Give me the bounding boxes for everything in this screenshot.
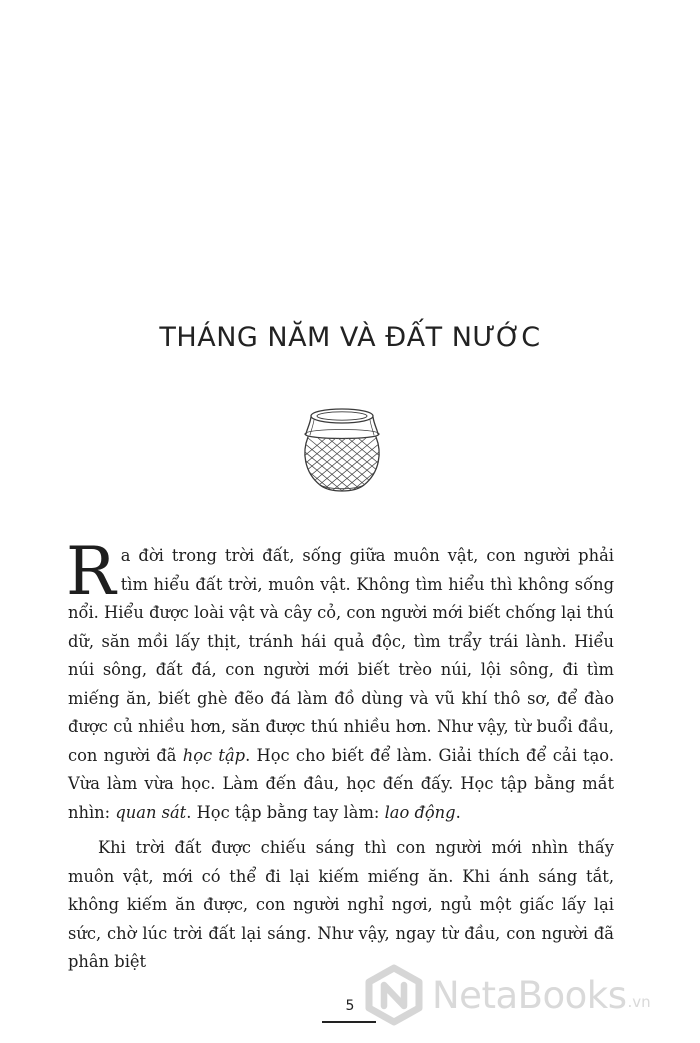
- emphasis-hoc-tap: học tập: [182, 745, 246, 765]
- netabooks-logo-icon: [362, 963, 426, 1027]
- watermark-tld: .vn: [627, 993, 651, 1011]
- chapter-title: THÁNG NĂM VÀ ĐẤT NƯỚC: [159, 322, 541, 353]
- emphasis-quan-sat: quan sát: [115, 802, 187, 822]
- woven-basket-pot-icon: [298, 404, 386, 496]
- watermark-brand: NetaBooks: [432, 973, 627, 1017]
- body-text: [66, 533, 615, 977]
- emphasis-lao-dong: lao động: [384, 802, 456, 822]
- page-number: 5: [345, 998, 355, 1014]
- paragraph-1-part-3: . Học tập bằng tay làm:: [186, 802, 385, 822]
- paragraph-1-part-1: a đời trong trời đất, sống giữa muôn vật, con người phải tìm hiểu đất trời, muôn vật. Không tìm hiểu thì không sống nổi. Hiểu được loài vật và cây cỏ, con người mới biết chống lại thú dữ, săn mồi lấy thịt, tránh hái quả độc, tìm trẩy trái lành. Hiểu núi sông, đất đá, con người mới biết trèo núi, lội sông, đi tìm miếng ăn, biết ghè đẽo đá làm đồ dùng và vũ khí thô sơ, để đào được củ nhiều hơn, săn được thú nhiều hơn. Như vậy, từ buổi đầu, con người đã: [68, 546, 614, 765]
- paragraph-1: [66, 533, 615, 827]
- paragraph-1-part-2: . Học cho biết để làm. Giải thích để cải tạo. Vừa làm vừa học. Làm đến đâu, học đến đấy. Học tập bằng mắt nhìn:: [68, 745, 615, 822]
- paragraph-1-part-4: .: [455, 802, 461, 822]
- paragraph-2: Khi trời đất được chiếu sáng thì con người mới nhìn thấy muôn vật, mới có thể đi lại kiếm miếng ăn. Khi ánh sáng tắt, không kiếm ăn được, con người nghỉ ngơi, ngủ một giấc lấy lại sức, chờ lúc trời đất lại sáng. Như vậy, ngay từ đầu, con người đã phân biệt: [68, 838, 614, 971]
- drop-cap: R: [66, 533, 116, 610]
- netabooks-watermark: [362, 960, 692, 1030]
